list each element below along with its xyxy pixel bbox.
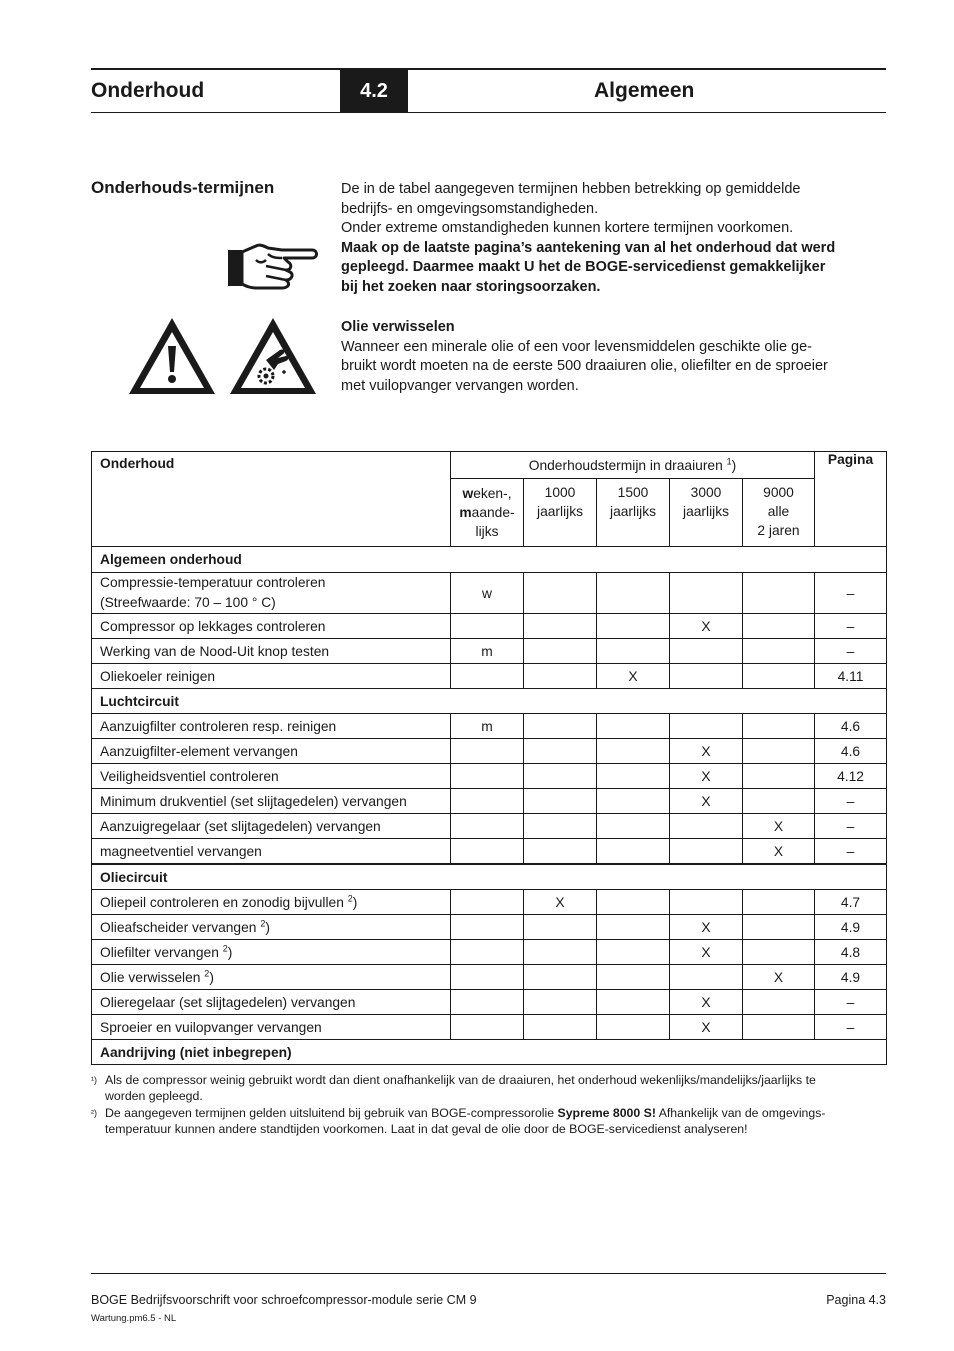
interval-cell [524, 639, 597, 664]
intro-paragraph: De in de tabel aangegeven termijnen hebben betrekking op gemiddelde bedrijfs- en omgevingsomstandigheden. Onder extreme omstandigheden kunnen kortere termijnen voorkomen. Maak op de laatste pagina’s aantekening van al het onderhoud dat werd gepleegd. Daarmee maakt U het de BOGE-servicedienst gemakkelijker bij het zoeken naar storingsoorzaken. [341, 180, 901, 297]
task-cell: Compressie-temperatuur controleren (Streefwaarde: 70 – 100 ° C) [92, 573, 451, 614]
interval-cell: X [743, 965, 815, 990]
page-cell: – [815, 990, 887, 1015]
page-cell: – [815, 789, 887, 814]
interval-cell [524, 839, 597, 865]
interval-cell [743, 614, 815, 639]
header-right-title: Algemeen [594, 79, 695, 102]
interval-cell [597, 764, 670, 789]
table-row [92, 814, 887, 839]
interval-cell [670, 664, 743, 689]
interval-cell [524, 739, 597, 764]
section-row [92, 689, 887, 714]
interval-cell: X [670, 614, 743, 639]
interval-cell [524, 1015, 597, 1040]
interval-cell [451, 614, 524, 639]
interval-cell [743, 940, 815, 965]
interval-cell: X [743, 839, 815, 865]
interval-cell [597, 639, 670, 664]
pointing-hand-icon [226, 240, 320, 292]
interval-cell [597, 940, 670, 965]
interval-cell [524, 940, 597, 965]
interval-cell [451, 739, 524, 764]
table-row [92, 664, 887, 689]
footer-rule [91, 1273, 886, 1274]
hand-entanglement-icon [228, 316, 318, 396]
interval-cell [451, 1015, 524, 1040]
interval-cell [597, 614, 670, 639]
table-row [92, 1015, 887, 1040]
interval-cell [743, 764, 815, 789]
task-cell: Oliefilter vervangen $^2$) [92, 940, 451, 965]
interval-cell [451, 664, 524, 689]
table-row [92, 714, 887, 739]
interval-cell: X [524, 890, 597, 915]
interval-weekly-monthly: weken-, maande- lijks [451, 479, 524, 547]
table-row [92, 915, 887, 940]
table-row [92, 573, 887, 614]
interval-cell [670, 890, 743, 915]
interval-cell: X [670, 990, 743, 1015]
interval-cell [524, 764, 597, 789]
warning-icon [127, 316, 217, 396]
page-cell: – [815, 614, 887, 639]
table-row [92, 965, 887, 990]
interval-cell [670, 573, 743, 614]
col-header-page: Pagina [815, 452, 887, 547]
page-cell: 4.9 [815, 965, 887, 990]
interval-cell: m [451, 639, 524, 664]
page-cell: 4.7 [815, 890, 887, 915]
task-cell: Minimum drukventiel (set slijtagedelen) vervangen [92, 789, 451, 814]
interval-cell [597, 1015, 670, 1040]
interval-cell [743, 890, 815, 915]
interval-cell [670, 839, 743, 865]
interval-cell: X [670, 739, 743, 764]
oil-change-heading: Olie verwisselen [341, 319, 455, 335]
interval-cell [670, 639, 743, 664]
interval-cell [524, 990, 597, 1015]
col-header-maintenance: Onderhoud [92, 452, 451, 547]
interval-cell: X [670, 1015, 743, 1040]
page-cell: – [815, 1015, 887, 1040]
interval-cell [597, 573, 670, 614]
interval-cell: w [451, 573, 524, 614]
interval-cell [451, 990, 524, 1015]
interval-cell: m [451, 714, 524, 739]
table-row [92, 990, 887, 1015]
page-cell: 4.8 [815, 940, 887, 965]
interval-cell [524, 814, 597, 839]
interval-cell [451, 839, 524, 865]
task-cell: Werking van de Nood-Uit knop testen [92, 639, 451, 664]
section-row [92, 864, 887, 890]
interval-cell [597, 839, 670, 865]
interval-cell [670, 814, 743, 839]
task-cell: Aanzuigfilter-element vervangen [92, 739, 451, 764]
task-cell: Oliepeil controleren en zonodig bijvullen $^2$) [92, 890, 451, 915]
interval-cell [597, 814, 670, 839]
section-title: Luchtcircuit [92, 689, 887, 714]
task-cell: Compressor op lekkages controleren [92, 614, 451, 639]
task-cell: Olieregelaar (set slijtagedelen) vervangen [92, 990, 451, 1015]
interval-3000: 3000 jaarlijks [670, 479, 743, 547]
interval-cell [670, 965, 743, 990]
interval-cell: X [670, 764, 743, 789]
interval-cell [597, 739, 670, 764]
page-cell: – [815, 573, 887, 614]
footer-document-title: BOGE Bedrijfsvoorschrift voor schroefcompressor-module serie CM 9 [91, 1293, 477, 1307]
oil-change-block: Olie verwisselen Wanneer een minerale olie of een voor levensmiddelen geschikte olie ge- bruikt wordt moeten na de eerste 500 draaiuren olie, oliefilter en de sproeier met vuilopvanger vervangen worden. [341, 318, 901, 396]
col-header-interval: Onderhoudstermijn in draaiuren $^1$) [451, 452, 815, 479]
maintenance-intervals-heading: Onderhouds-termijnen [91, 178, 275, 197]
section-row [92, 547, 887, 573]
interval-cell [743, 789, 815, 814]
maintenance-table [91, 451, 887, 1065]
interval-cell [451, 940, 524, 965]
page-cell: 4.12 [815, 764, 887, 789]
interval-cell: X [670, 940, 743, 965]
interval-cell [743, 990, 815, 1015]
page-cell: 4.6 [815, 739, 887, 764]
task-cell: Veiligheidsventiel controleren [92, 764, 451, 789]
interval-cell [670, 714, 743, 739]
page-cell: – [815, 639, 887, 664]
interval-cell [597, 789, 670, 814]
interval-cell [743, 664, 815, 689]
interval-cell [743, 639, 815, 664]
footer-file-name: Wartung.pm6.5 - NL [91, 1313, 177, 1324]
interval-cell [597, 965, 670, 990]
interval-cell [524, 965, 597, 990]
section-title: Aandrijving (niet inbegrepen) [92, 1040, 887, 1065]
page-cell: 4.9 [815, 915, 887, 940]
footnote-1: ¹) Als de compressor weinig gebruikt wordt dan dient onafhankelijk van de draaiuren, het onderhoud wekenlijks/mandelijks/jaarlijks te worden gepleegd. [91, 1073, 816, 1103]
interval-cell [524, 714, 597, 739]
interval-cell [451, 915, 524, 940]
interval-cell [743, 714, 815, 739]
section-row [92, 1040, 887, 1065]
table-row [92, 639, 887, 664]
interval-cell [597, 915, 670, 940]
interval-cell [743, 1015, 815, 1040]
interval-cell [524, 614, 597, 639]
header-left-title: Onderhoud [91, 79, 205, 102]
task-cell: Oliekoeler reinigen [92, 664, 451, 689]
interval-cell [451, 890, 524, 915]
interval-cell: X [597, 664, 670, 689]
interval-cell [743, 915, 815, 940]
interval-cell [524, 573, 597, 614]
table-row [92, 839, 887, 865]
footer-page-number: Pagina 4.3 [826, 1293, 886, 1307]
interval-cell: X [743, 814, 815, 839]
interval-1000: 1000 jaarlijks [524, 479, 597, 547]
table-row [92, 789, 887, 814]
interval-cell [743, 739, 815, 764]
interval-cell: X [670, 915, 743, 940]
interval-cell [451, 789, 524, 814]
task-cell: Aanzuigfilter controleren resp. reinigen [92, 714, 451, 739]
task-cell: Olie verwisselen $^2$) [92, 965, 451, 990]
task-cell: magneetventiel vervangen [92, 839, 451, 865]
interval-cell [597, 990, 670, 1015]
interval-cell [597, 714, 670, 739]
interval-1500: 1500 jaarlijks [597, 479, 670, 547]
task-cell: Aanzuigregelaar (set slijtagedelen) vervangen [92, 814, 451, 839]
page-cell: 4.6 [815, 714, 887, 739]
section-number: 4.2 [340, 70, 408, 113]
interval-cell [597, 890, 670, 915]
interval-cell: X [670, 789, 743, 814]
table-row [92, 764, 887, 789]
table-row [92, 739, 887, 764]
task-cell: Sproeier en vuilopvanger vervangen [92, 1015, 451, 1040]
interval-cell [451, 965, 524, 990]
table-row [92, 940, 887, 965]
footnote-2: ²) De aangegeven termijnen gelden uitsluitend bij gebruik van BOGE-compressorolie Sypreme 8000 S! Afhankelijk van de omgevings- temperatuur kunnen andere standtijden voorkomen. Laat in dat geval de olie door de BOGE-servicedienst analyseren! [91, 1106, 826, 1136]
interval-9000: 9000 alle 2 jaren [743, 479, 815, 547]
table-row [92, 890, 887, 915]
interval-cell [743, 573, 815, 614]
interval-cell [524, 915, 597, 940]
table-row [92, 614, 887, 639]
page-cell: – [815, 814, 887, 839]
task-cell: Olieafscheider vervangen $^2$) [92, 915, 451, 940]
interval-cell [524, 789, 597, 814]
section-title: Algemeen onderhoud [92, 547, 887, 573]
page-cell: – [815, 839, 887, 865]
interval-cell [524, 664, 597, 689]
page-cell: 4.11 [815, 664, 887, 689]
header-bottom-rule [91, 112, 886, 113]
header-top-rule [91, 68, 886, 70]
section-title: Oliecircuit [92, 864, 887, 890]
interval-cell [451, 814, 524, 839]
interval-cell [451, 764, 524, 789]
records-note: Maak op de laatste pagina’s aantekening van al het onderhoud dat werd gepleegd. Daarmee maakt U het de BOGE-servicedienst gemakkelijker bij het zoeken naar storingsoorzaken. [341, 239, 836, 295]
